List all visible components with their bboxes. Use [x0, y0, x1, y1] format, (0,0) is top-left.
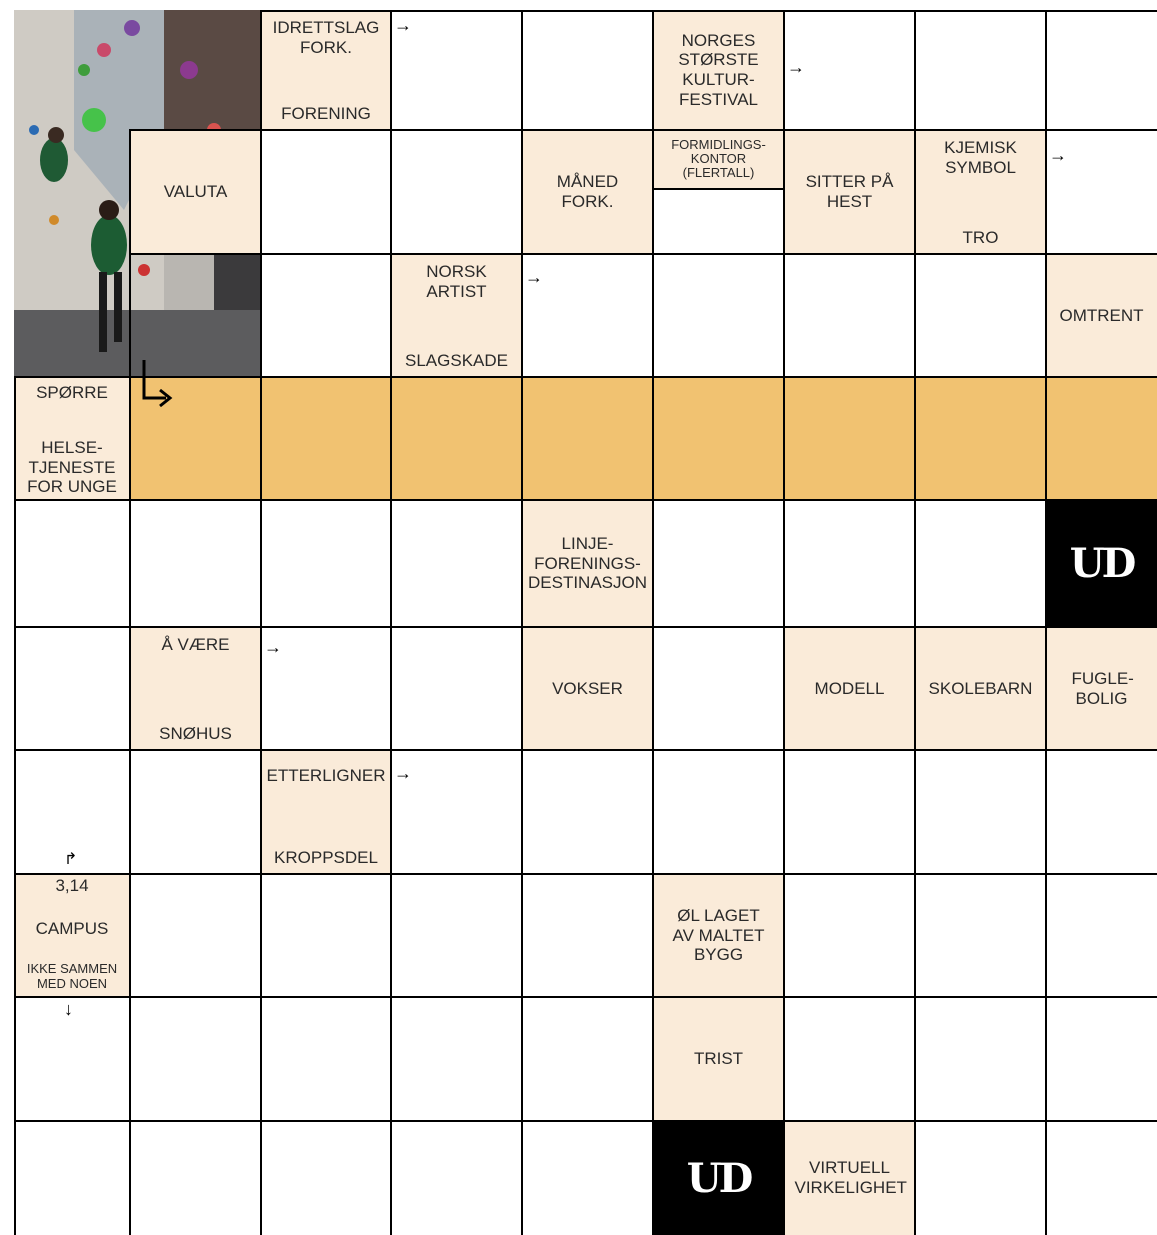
answer-cell[interactable]: [14, 627, 130, 750]
highlight-answer-cell[interactable]: [261, 377, 391, 500]
ud-logo-text: UD: [686, 1154, 751, 1202]
grid-line: [14, 1120, 1157, 1122]
answer-cell[interactable]: [261, 254, 391, 377]
clue-vokser: [522, 627, 653, 750]
answer-cell[interactable]: [261, 130, 391, 254]
answer-cell[interactable]: [784, 254, 915, 377]
right-arrow-icon: →: [264, 637, 282, 657]
grid-line: [129, 129, 131, 1235]
highlight-answer-cell[interactable]: [784, 377, 915, 500]
clue-kroppsdel: KROPPSDEL: [274, 848, 378, 868]
answer-cell[interactable]: [391, 130, 522, 254]
clue-norsk-artist: NORSK ARTIST: [426, 262, 487, 301]
answer-cell[interactable]: [130, 874, 261, 997]
highlight-answer-cell[interactable]: [915, 377, 1046, 500]
clue-helsetjeneste: HELSE-TJENESTE FOR UNGE: [27, 438, 117, 497]
clue-norges-storste-text: NORGES STØRSTE KULTUR-FESTIVAL: [678, 30, 759, 109]
highlight-answer-cell[interactable]: [522, 377, 653, 500]
answer-cell[interactable]: [130, 997, 261, 1121]
answer-cell[interactable]: [1046, 750, 1157, 874]
clue-sitter-pa-hest-text: SITTER PÅ HEST: [805, 172, 894, 211]
answer-cell[interactable]: [391, 874, 522, 997]
grid-line: [130, 253, 1157, 255]
highlight-answer-cell[interactable]: [391, 377, 522, 500]
highlight-answer-cell[interactable]: [1046, 377, 1157, 500]
clue-pi: 3,14: [55, 876, 89, 895]
right-arrow-icon: →: [394, 15, 412, 35]
answer-cell[interactable]: [14, 1121, 130, 1235]
clue-vokser-text: VOKSER: [552, 678, 623, 698]
answer-cell[interactable]: [915, 750, 1046, 874]
answer-cell[interactable]: [653, 254, 784, 377]
grid-line: [390, 10, 392, 1235]
clue-formidlingskontor-cell: [653, 130, 784, 254]
answer-cell[interactable]: [261, 500, 391, 627]
grid-line: [14, 376, 1157, 378]
clue-a-vaere-snohus: [130, 627, 261, 750]
answer-cell[interactable]: [653, 750, 784, 874]
answer-cell[interactable]: [784, 874, 915, 997]
answer-cell[interactable]: [261, 1121, 391, 1235]
answer-cell[interactable]: [522, 997, 653, 1121]
grid-line: [14, 749, 1157, 751]
answer-cell[interactable]: [14, 500, 130, 627]
ud-logo: [653, 1121, 784, 1235]
crossword-grid: [14, 10, 1157, 1235]
answer-cell[interactable]: [391, 627, 522, 750]
clue-idrettslag-forening: [261, 10, 391, 130]
clue-virtuell-text: VIRTUELL VIRKELIGHET: [794, 1158, 907, 1197]
clue-fuglebolig: [1046, 627, 1157, 750]
grid-line: [14, 996, 1157, 998]
clue-etterligner: ETTERLIGNER: [266, 766, 386, 785]
answer-cell[interactable]: [522, 10, 653, 130]
clue-omtrent-text: OMTRENT: [1059, 305, 1144, 325]
answer-cell[interactable]: [522, 750, 653, 874]
clue-kjemisk-tro: [915, 130, 1046, 254]
answer-cell[interactable]: [915, 1121, 1046, 1235]
clue-trist: [653, 997, 784, 1121]
grid-line: [260, 10, 262, 1235]
grid-line: [783, 10, 785, 1235]
grid-line: [14, 499, 1157, 501]
answer-cell[interactable]: [522, 1121, 653, 1235]
clue-sporre: SPØRRE: [36, 383, 108, 402]
answer-cell[interactable]: [1046, 997, 1157, 1121]
grid-line: [652, 10, 654, 1235]
right-arrow-icon: →: [1049, 145, 1067, 165]
right-arrow-icon: →: [525, 267, 543, 287]
answer-cell[interactable]: [261, 997, 391, 1121]
clue-tro: TRO: [962, 228, 999, 248]
answer-cell[interactable]: [784, 500, 915, 627]
clue-norges-storste: [653, 10, 784, 130]
clue-skolebarn: [915, 627, 1046, 750]
grid-line: [914, 10, 916, 1235]
up-right-arrow-icon: ↱: [64, 851, 78, 868]
answer-cell[interactable]: [1046, 10, 1157, 130]
clue-virtuell: [784, 1121, 915, 1235]
grid-line: [521, 10, 523, 1235]
answer-cell[interactable]: [915, 254, 1046, 377]
clue-formidlingskontor-text: FORMIDLINGS-KONTOR (FLERTALL): [671, 136, 766, 181]
clue-idrettslag: IDRETTSLAG FORK.: [272, 18, 380, 57]
right-arrow-icon: →: [394, 763, 412, 783]
down-arrow-icon: ↓: [64, 999, 73, 1019]
grid-line: [130, 129, 1157, 131]
answer-cell[interactable]: [391, 1121, 522, 1235]
answer-cell[interactable]: [784, 750, 915, 874]
ud-logo: [1046, 500, 1157, 627]
clue-skolebarn-text: SKOLEBARN: [928, 678, 1033, 698]
answer-cell[interactable]: [1046, 1121, 1157, 1235]
answer-cell[interactable]: [653, 500, 784, 627]
ud-logo-text: UD: [1069, 540, 1134, 587]
answer-cell[interactable]: [130, 750, 261, 874]
clue-etterligner-kroppsdel: [261, 750, 391, 874]
clue-norsk-artist-slagskade: [391, 254, 522, 377]
clue-modell-text: MODELL: [814, 678, 885, 698]
clue-pi-campus-ikke-sammen: [14, 874, 130, 997]
answer-cell[interactable]: [915, 500, 1046, 627]
answer-cell[interactable]: [653, 627, 784, 750]
clue-trist-text: TRIST: [693, 1049, 744, 1069]
clue-forening: FORENING: [281, 104, 371, 124]
answer-cell[interactable]: [391, 500, 522, 627]
clue-modell: [784, 627, 915, 750]
clue-slagskade: SLAGSKADE: [405, 351, 508, 371]
answer-cell[interactable]: [784, 997, 915, 1121]
clue-ol-laget: [653, 874, 784, 997]
clue-campus: CAMPUS: [35, 919, 109, 939]
answer-cell[interactable]: [915, 997, 1046, 1121]
clue-a-vaere: Å VÆRE: [161, 635, 230, 654]
clue-valuta: [130, 130, 261, 254]
clue-kjemisk-symbol: KJEMISK SYMBOL: [944, 138, 1017, 177]
clue-sitter-pa-hest: [784, 130, 915, 254]
answer-cell[interactable]: [522, 874, 653, 997]
clue-valuta-text: VALUTA: [163, 182, 228, 202]
clue-formidlingskontor: [653, 130, 784, 190]
grid-line: [261, 10, 1157, 12]
clue-sporre-helsetjeneste: [14, 377, 130, 500]
grid-line: [14, 626, 1157, 628]
answer-cell[interactable]: [261, 874, 391, 997]
grid-line: [14, 376, 16, 1235]
clue-linjeforening: [522, 500, 653, 627]
grid-line: [1045, 10, 1047, 1235]
right-arrow-icon: →: [787, 57, 805, 77]
answer-cell[interactable]: [391, 997, 522, 1121]
clue-ikke-sammen: IKKE SAMMEN MED NOEN: [26, 961, 118, 991]
answer-cell[interactable]: [130, 500, 261, 627]
answer-cell[interactable]: [915, 874, 1046, 997]
clue-snohus: SNØHUS: [159, 724, 232, 744]
clue-ol-laget-text: ØL LAGET AV MALTET BYGG: [672, 906, 765, 965]
clue-maned: [522, 130, 653, 254]
clue-maned-text: MÅNED FORK.: [556, 172, 619, 211]
down-right-turn-arrow-icon: [138, 360, 178, 410]
clue-omtrent: [1046, 254, 1157, 377]
answer-cell[interactable]: [1046, 874, 1157, 997]
clue-linjeforening-text: LINJE-FORENINGS-DESTINASJON: [527, 534, 648, 593]
answer-cell[interactable]: [130, 1121, 261, 1235]
grid-line: [14, 873, 1157, 875]
clue-fuglebolig-text: FUGLE-BOLIG: [1071, 668, 1134, 708]
answer-cell[interactable]: [915, 10, 1046, 130]
highlight-answer-cell[interactable]: [653, 377, 784, 500]
